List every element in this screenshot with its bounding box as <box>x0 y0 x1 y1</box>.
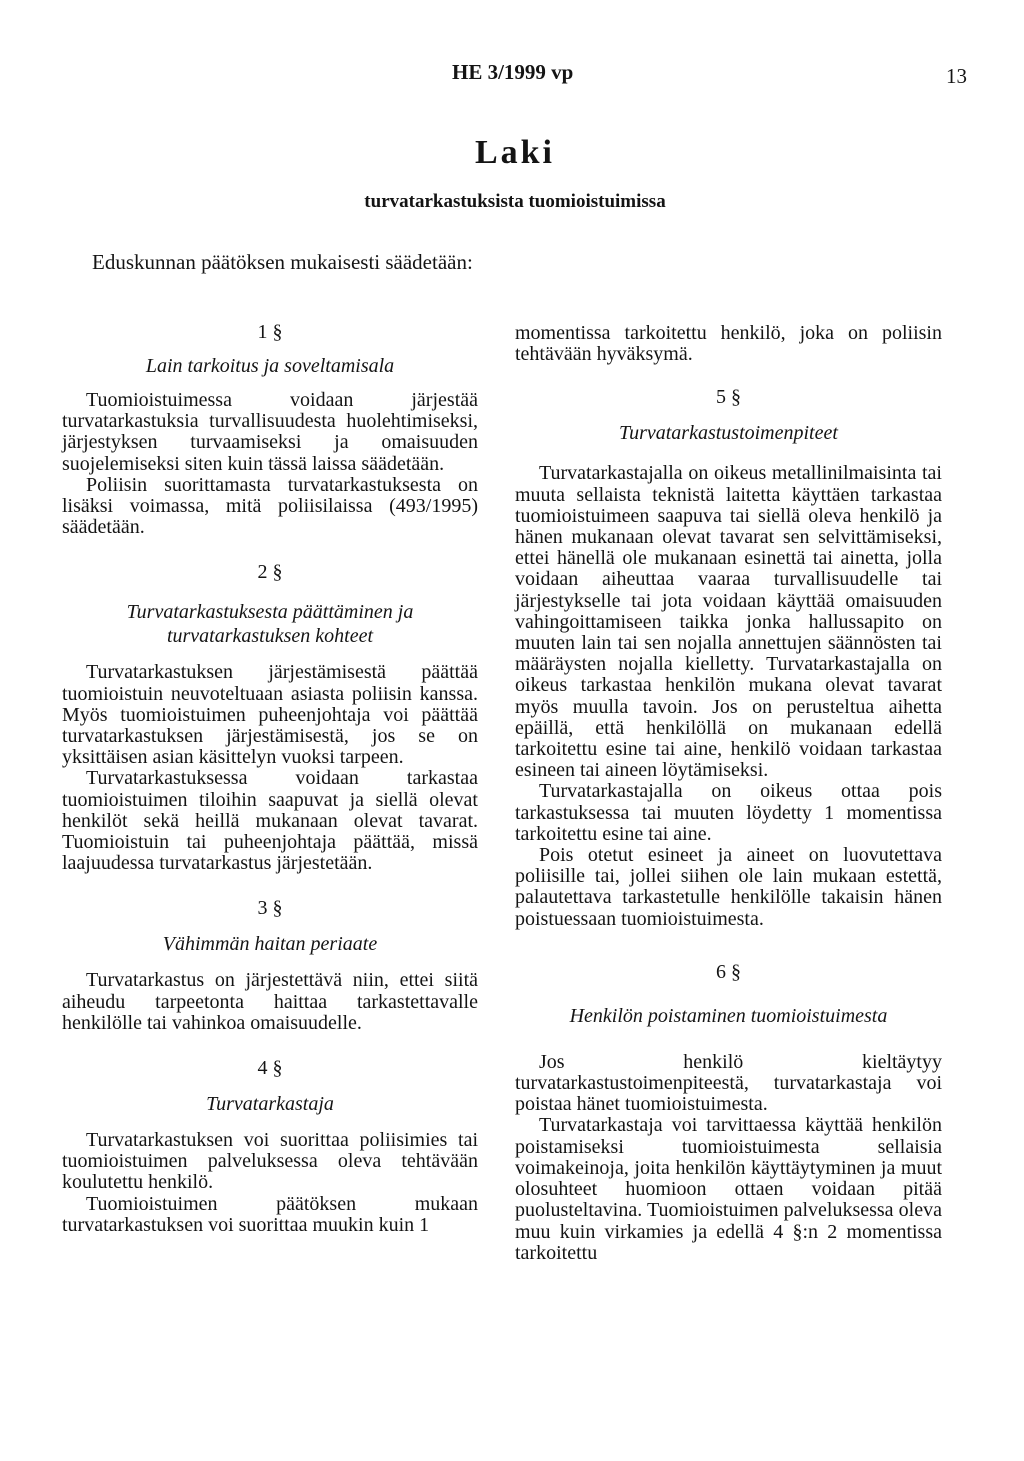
paragraph: Turvatarkastajalla on oikeus metallinilmaisinta tai muuta sellaista teknistä laitetta käyttäen tarkastaa tuomioistuimeen saapuva tai siellä oleva henkilö ja hänen mukanaan olevat tavarat sen selvittämiseksi, ettei hänellä ole mukanaan esinettä tai ainetta, jolla voidaan aiheuttaa vaaraa turvallisuudelle tai järjestykselle tai jota voidaan käyttää omaisuuden vahingoittamiseen taikka jonka hallussapito on muuten lain tai sen nojalla annettujen säännösten tai määräysten nojalla kielletty. Turvatarkastajalla on oikeus tarkastaa henkilön mukana olevat tavarat myös muulla tavoin. Jos on perusteltua aihetta epäillä, että henkilöllä on mukanaan edellä tarkoitettu esine tai aine, henkilö voidaan tarkastaa esineen tai aineen löytämiseksi. <box>515 462 942 782</box>
section-number: 1 § <box>257 321 283 343</box>
paragraph: momentissa tarkoitettu henkilö, joka on poliisin tehtävään hyväksymä. <box>515 322 942 366</box>
paragraph: Turvatarkastuksen järjestämisestä päättää tuomioistuin neuvoteltuaan asiasta poliisin kanssa. Myös tuomioistuimen puheenjohtaja voi päättää turvatarkastuksen järjestämisestä, jos se on yksittäisen asian käsittelyn vuoksi tarpeen. <box>62 661 478 769</box>
left-column <box>62 318 478 1236</box>
section-number: 6 § <box>716 960 741 983</box>
law-title: Laki <box>474 134 556 171</box>
paragraph: Tuomioistuimessa voidaan järjestää turvatarkastuksia turvallisuudesta huolehtimiseksi, järjestyksen turvaamiseksi ja omaisuuden suojelemiseksi siten kuin tässä laissa säädetään. <box>62 389 478 475</box>
page-number: 13 <box>946 64 967 88</box>
paragraph: Turvatarkastaja voi tarvittaessa käyttää henkilön poistamiseksi tuomioistuimesta sellaisia voimakeinoja, joita henkilön käyttäytyminen ja muut olosuhteet huomioon ottaen voidaan pitää puolusteltavina. Tuomioistuimen palveluksessa oleva muu kuin virkamies ja edellä 4 §:n 2 momentissa tarkoitettu <box>515 1114 942 1264</box>
paragraph: Poliisin suorittamasta turvatarkastuksesta on lisäksi voimassa, mitä poliisilaissa (493/1995) säädetään. <box>62 473 478 539</box>
paragraph: Pois otetut esineet ja aineet on luovutettava poliisille tai, jollei siihen ole lain mukaan estettä, palautettava tarkastetulle henkilölle takaisin hänen poistuessaan tuomioistuimesta. <box>515 844 942 930</box>
section-number: 2 § <box>257 561 283 584</box>
paragraph: Turvatarkastuksessa voidaan tarkastaa tuomioistuimen tiloihin saapuvat ja siellä olevat henkilöt sekä heillä mukanaan olevat tavarat. Tuomioistuin tai puheenjohtaja päättää, missä laajuudessa turvatarkastus järjestetään. <box>62 767 478 875</box>
section-heading: turvatarkastuksen kohteet <box>166 625 374 648</box>
section-heading: Turvatarkastaja <box>206 1093 334 1116</box>
section-heading: Henkilön poistaminen tuomioistuimesta <box>569 1004 888 1027</box>
section-heading: Lain tarkoitus ja soveltamisala <box>145 355 395 377</box>
section-heading: Vähimmän haitan periaate <box>162 933 378 956</box>
paragraph: Turvatarkastajalla on oikeus ottaa pois tarkastuksessa tai muuten löydetty 1 momentissa tarkoitettu esine tai aine. <box>515 780 942 845</box>
law-subtitle: turvatarkastuksista tuomioistuimissa <box>364 191 666 212</box>
section-heading: Turvatarkastustoimenpiteet <box>619 422 838 445</box>
right-column <box>515 323 942 1264</box>
document-id: HE 3/1999 vp <box>452 60 574 84</box>
paragraph: Turvatarkastuksen voi suorittaa poliisimies tai tuomioistuimen palveluksessa oleva tehtävään koulutettu henkilö. <box>62 1129 478 1194</box>
running-header <box>0 60 1024 90</box>
section-heading: Turvatarkastuksesta päättäminen ja <box>126 601 414 624</box>
paragraph: Tuomioistuimen päätöksen mukaan turvatarkastuksen voi suorittaa muukin kuin 1 <box>62 1192 478 1236</box>
enacting-clause: Eduskunnan päätöksen mukaisesti säädetään: <box>92 250 473 274</box>
paragraph: Turvatarkastus on järjestettävä niin, ettei siitä aiheudu tarpeetonta haittaa tarkastettavalle henkilölle tai vahinkoa omaisuudelle. <box>62 969 478 1034</box>
paragraph: Jos henkilö kieltäytyy turvatarkastustoimenpiteestä, turvatarkastaja voi poistaa hänet tuomioistuimesta. <box>515 1050 942 1116</box>
section-number: 4 § <box>257 1057 283 1080</box>
section-number: 3 § <box>257 897 283 920</box>
section-number: 5 § <box>716 386 741 409</box>
